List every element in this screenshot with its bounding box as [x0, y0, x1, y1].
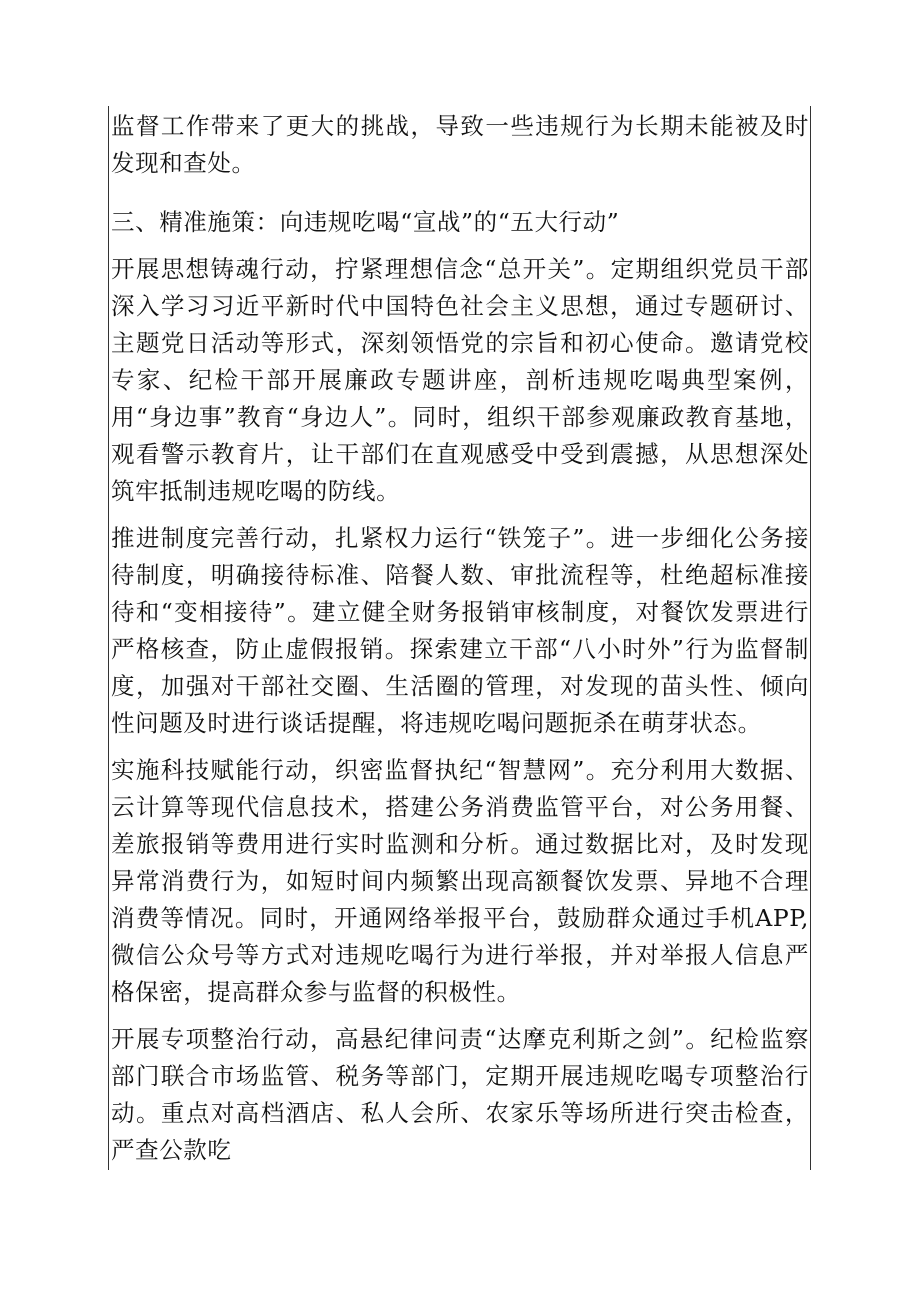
section-heading: 三、精准施策：向违规吃喝“宣战”的“五大行动” [111, 208, 620, 236]
document-body [111, 108, 809, 1170]
table-left-border [108, 106, 109, 1170]
paragraph-thought-action: 开展思想铸魂行动，拧紧理想信念“总开关”。定期组织党员干部深入学习习近平新时代中国特色社会主义思想，通过专题研讨、主题党日活动等形式，深刻领悟党的宗旨和初心使命。邀请党校专家、纪检干部开展廉政专题讲座，剖析违规吃喝典型案例，用“身边事”教育“身边人”。同时，组织干部参观廉政教育基地，观看警示教育片，让干部们在直观感受中受到震撼，从思想深处筑牢抵制违规吃喝的防线。 [111, 255, 809, 505]
table-right-border [810, 106, 811, 1170]
paragraph-tech-action: 实施科技赋能行动，织密监督执纪“智慧网”。充分利用大数据、云计算等现代信息技术，搭建公务消费监管平台，对公务用餐、差旅报销等费用进行实时监测和分析。通过数据比对，及时发现异常消费行为，如短时间内频繁出现高额餐饮发票、异地不合理消费等情况。同时，开通网络举报平台，鼓励群众通过手机APP,微信公众号等方式对违规吃喝行为进行举报，并对举报人信息严格保密，提高群众参与监督的积极性。 [111, 756, 809, 1006]
paragraph-system-action: 推进制度完善行动，扎紧权力运行“铁笼子”。进一步细化公务接待制度，明确接待标准、陪餐人数、审批流程等，杜绝超标准接待和“变相接待”。建立健全财务报销审核制度，对餐饮发票进行严格核查，防止虚假报销。探索建立干部“八小时外”行为监督制度，加强对干部社交圈、生活圈的管理，对发现的苗头性、倾向性问题及时进行谈话提醒，将违规吃喝问题扼杀在萌芽状态。 [111, 524, 809, 737]
paragraph-rectification-action: 开展专项整治行动，高悬纪律问责“达摩克利斯之剑”。纪检监察部门联合市场监管、税务等部门，定期开展违规吃喝专项整治行动。重点对高档酒店、私人会所、农家乐等场所进行突击检查，严查公款吃 [111, 1025, 809, 1164]
continuation-paragraph: 监督工作带来了更大的挑战，导致一些违规行为长期未能被及时发现和查处。 [111, 112, 809, 177]
